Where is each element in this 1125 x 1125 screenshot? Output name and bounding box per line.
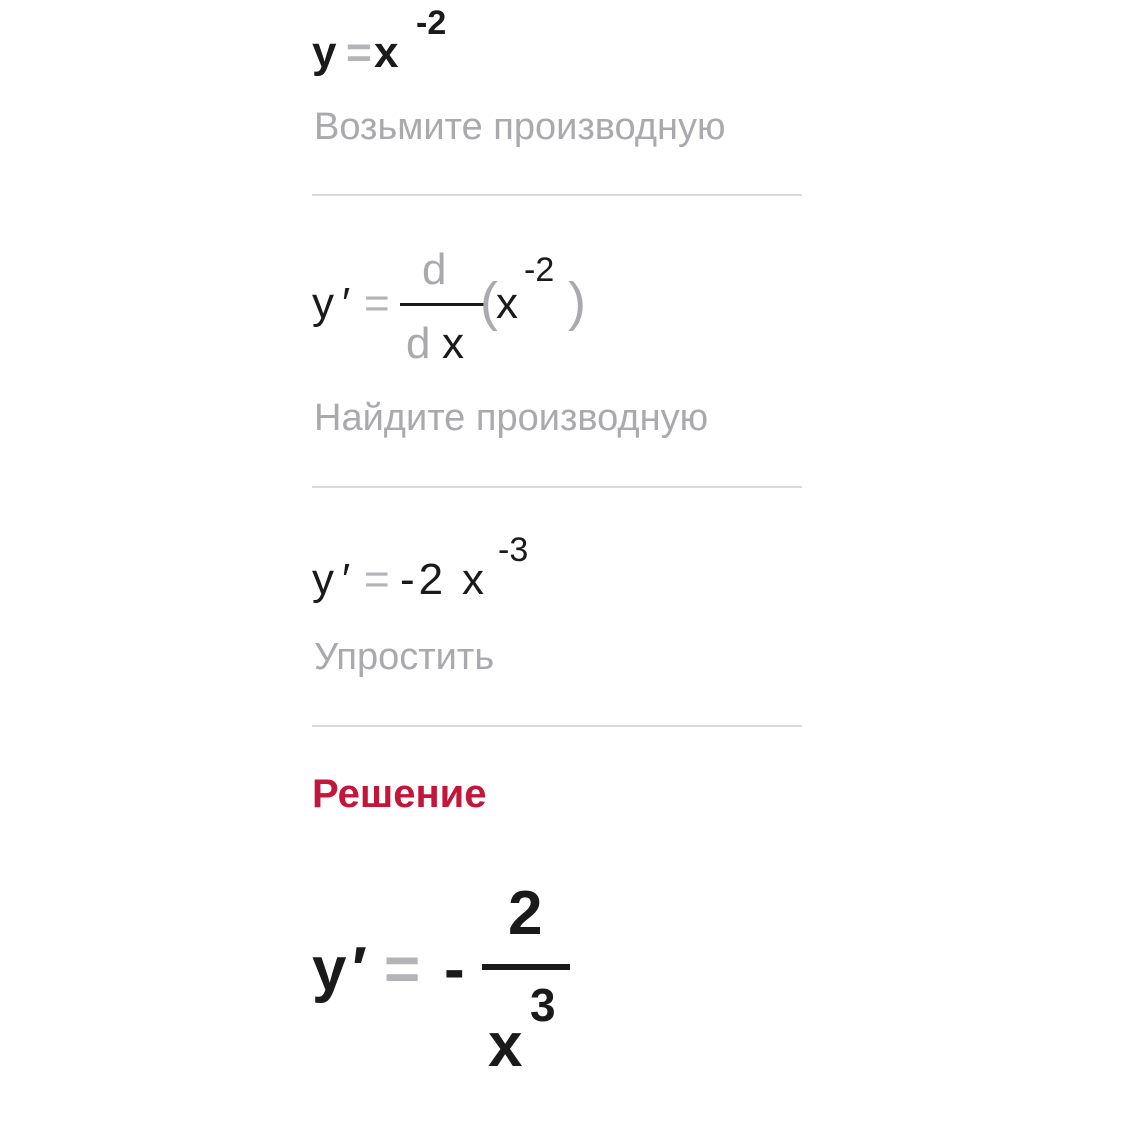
step-3-coefficient: -2: [400, 555, 448, 604]
step-2-prime: ′: [342, 279, 351, 328]
step-3-lhs: y: [312, 555, 334, 604]
step-3-prime: ′: [342, 555, 351, 604]
step-1-exponent: -2: [416, 4, 447, 42]
solution-denominator-base: x: [488, 1011, 523, 1080]
solution-lhs: y: [312, 935, 347, 1004]
solution-equals: =: [384, 935, 421, 1004]
solution-label: Решение: [312, 772, 487, 816]
solution-fraction-bar: [482, 964, 570, 970]
step-2-lhs: y: [312, 279, 334, 328]
step-2-exponent: -2: [524, 251, 555, 289]
step-2-left-paren: (: [480, 272, 498, 332]
step-1-equals: =: [346, 28, 372, 77]
step-1-base: x: [374, 28, 399, 77]
step-2-d-variable: x: [442, 319, 464, 368]
step-3-exponent: -3: [498, 531, 529, 569]
divider-1: [312, 194, 802, 196]
divider-3: [312, 725, 802, 727]
step-2-equals: =: [364, 279, 390, 328]
step-3-hint: Упростить: [314, 636, 495, 678]
step-1-hint: Возьмите производную: [314, 106, 726, 148]
step-2-fraction-bar: [400, 303, 484, 306]
step-1-lhs: y: [312, 28, 337, 77]
solution-sign: -: [444, 935, 465, 1004]
solution-numerator: 2: [508, 879, 543, 948]
step-3-base: x: [462, 555, 484, 604]
step-2-base: x: [496, 279, 518, 328]
step-2-d-denominator: d: [406, 319, 431, 368]
solution-denominator-exponent: 3: [530, 979, 556, 1031]
step-2-d-numerator: d: [422, 245, 447, 294]
divider-2: [312, 486, 802, 488]
step-2-hint: Найдите производную: [314, 397, 709, 439]
step-3-equals: =: [364, 555, 390, 604]
solution-prime: ′: [352, 935, 367, 1004]
step-2-right-paren: ): [568, 272, 586, 332]
